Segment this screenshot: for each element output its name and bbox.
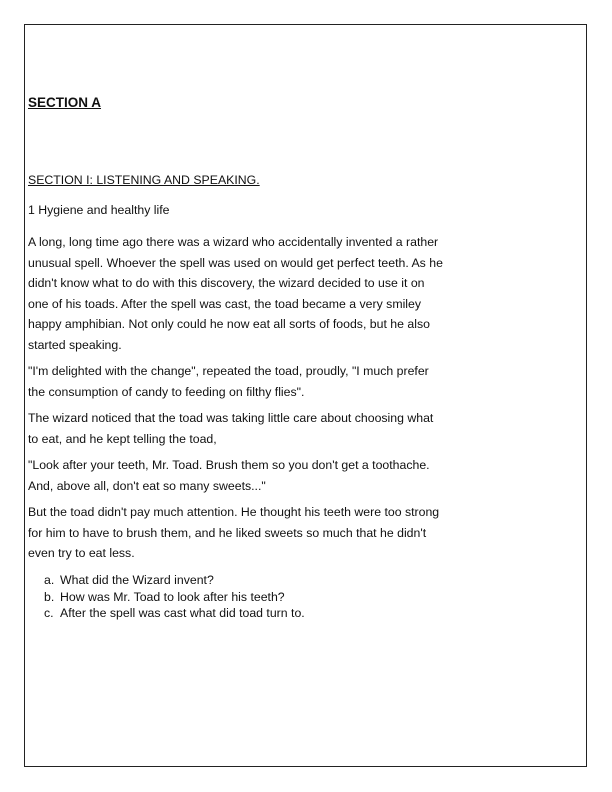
question-text: How was Mr. Toad to look after his teeth? [60, 589, 285, 604]
section-heading: SECTION A [28, 95, 102, 110]
paragraph-line: "I'm delighted with the change", repeated the toad, proudly, "I much prefer [28, 364, 429, 378]
paragraph-line: happy amphibian. Not only could he now eat all sorts of foods, but he also [28, 317, 430, 331]
paragraph-line: And, above all, don't eat so many sweets..." [28, 478, 266, 493]
question-letter: b. [44, 589, 55, 604]
paragraph-line: "Look after your teeth, Mr. Toad. Brush them so you don't get a toothache. [28, 458, 430, 472]
question-item [44, 572, 305, 589]
paragraph [28, 455, 430, 496]
question-item [44, 589, 305, 606]
paragraph [28, 408, 433, 449]
question-item [44, 605, 305, 622]
question-list [44, 572, 305, 622]
paragraph-line: The wizard noticed that the toad was taking little care about choosing what [28, 411, 434, 425]
paragraph-line: didn't know what to do with this discovery, the wizard decided to use it on [28, 276, 425, 290]
paragraph-line: for him to have to brush them, and he liked sweets so much that he didn't [28, 525, 427, 540]
paragraph-line: But the toad didn't pay much attention. He thought his teeth were too strong [28, 505, 440, 519]
paragraph-line: A long, long time ago there was a wizard who accidentally invented a rather [28, 235, 439, 249]
paragraph [28, 502, 439, 564]
subsection-heading: SECTION I: LISTENING AND SPEAKING. [28, 173, 260, 187]
question-letter: c. [44, 606, 54, 620]
paragraph [28, 232, 443, 355]
question-text: After the spell was cast what did toad turn to. [60, 606, 305, 620]
paragraph [28, 361, 429, 402]
paragraph-line: even try to eat less. [28, 546, 135, 560]
question-text: What did the Wizard invent? [60, 573, 214, 587]
paragraph-line: one of his toads. After the spell was cast, the toad became a very smiley [28, 296, 422, 311]
paragraph-line: to eat, and he kept telling the toad, [28, 431, 217, 446]
paragraph-line: the consumption of candy to feeding on filthy flies". [28, 384, 305, 399]
question-letter: a. [44, 573, 55, 587]
paragraph-line: unusual spell. Whoever the spell was used on would get perfect teeth. As he [28, 255, 443, 270]
topic-title: 1 Hygiene and healthy life [28, 203, 170, 217]
paragraph-line: started speaking. [28, 337, 122, 352]
